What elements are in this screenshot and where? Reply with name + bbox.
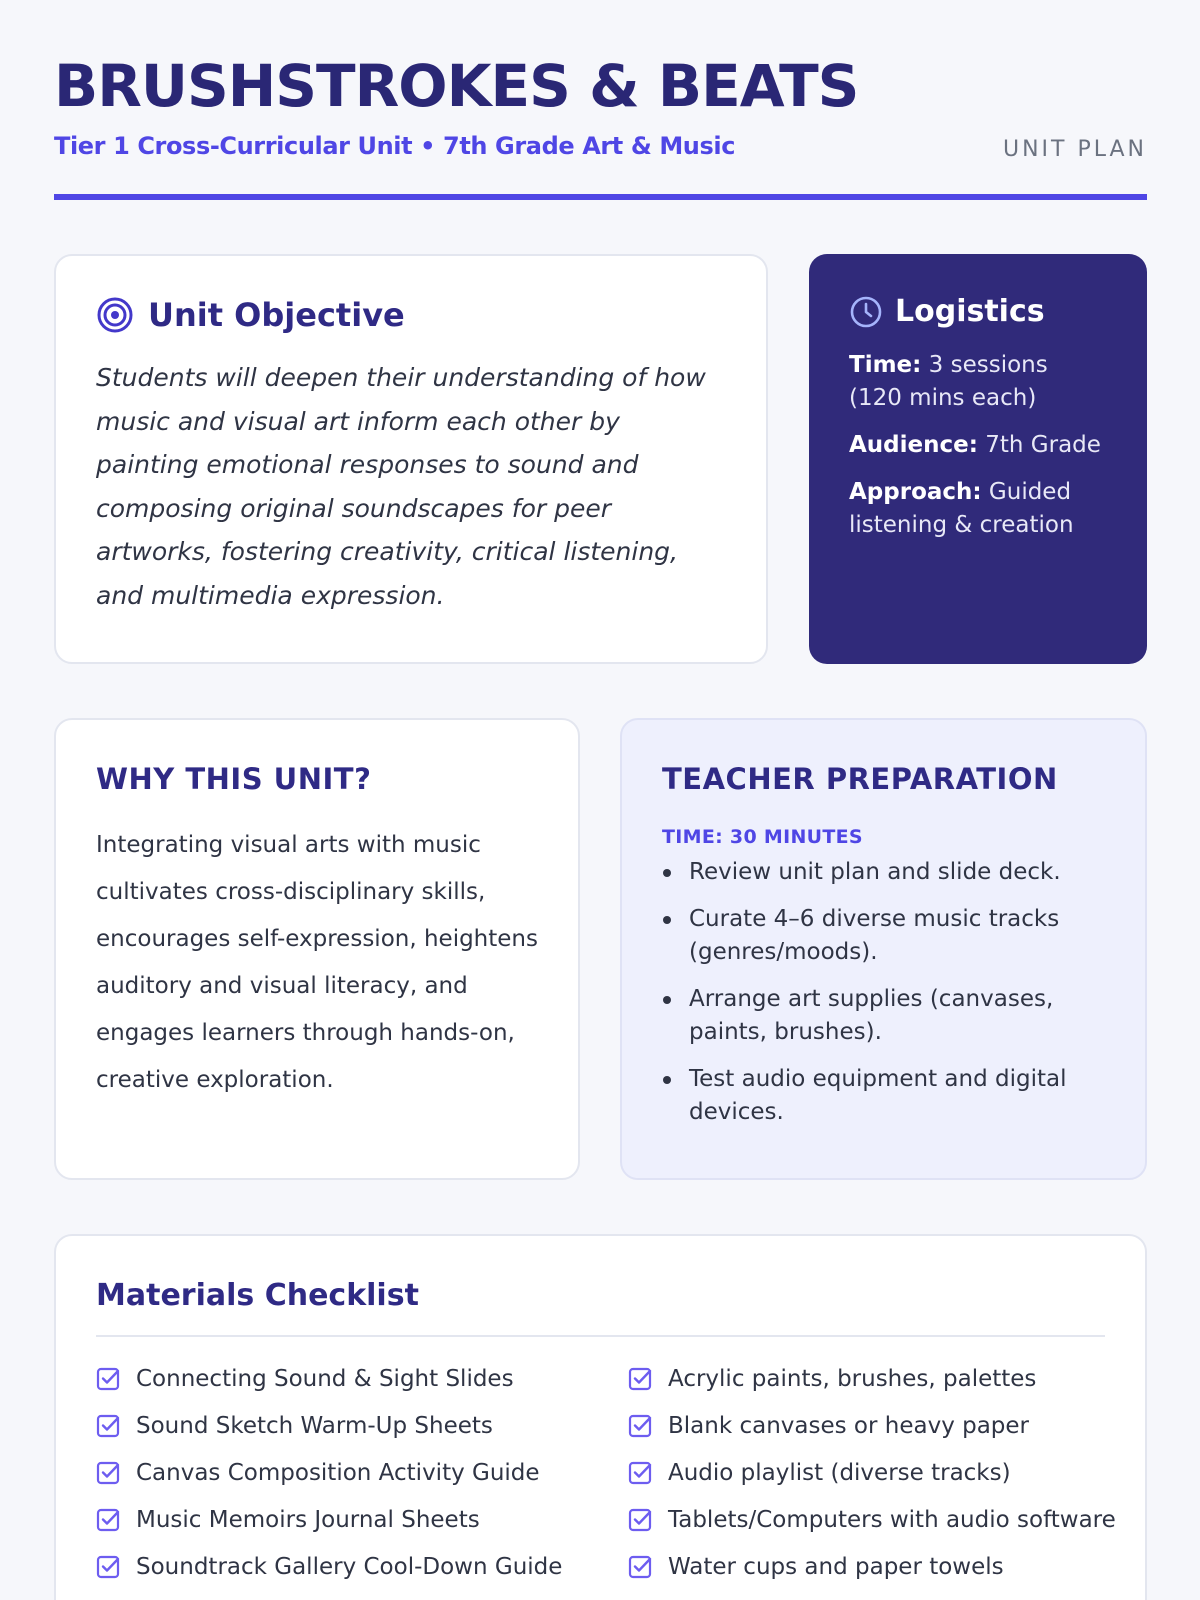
checklist-item-label: Sound Sketch Warm-Up Sheets	[136, 1412, 493, 1439]
logistics-card	[809, 254, 1147, 664]
checklist-item	[628, 1496, 1116, 1543]
materials-grid	[96, 1355, 1116, 1590]
teacher-preparation-time: TIME: 30 MINUTES	[662, 826, 863, 848]
document-type-label: UNIT PLAN	[1002, 137, 1147, 162]
checklist-item	[628, 1449, 1108, 1496]
logistics-heading	[849, 294, 1107, 329]
materials-checklist-heading: Materials Checklist	[96, 1278, 419, 1313]
checklist-item	[628, 1543, 1108, 1590]
unit-objective-text: Students will deepen their understanding of how music and visual art inform each other by painting emotional responses to sound and composing original soundscapes for peer artworks, fostering creativity, critical listening, and multimedia expression.	[96, 363, 706, 610]
checklist-item-label: Soundtrack Gallery Cool-Down Guide	[136, 1553, 563, 1580]
checklist-item	[628, 1402, 1108, 1449]
checklist-item-label: Connecting Sound & Sight Slides	[136, 1365, 514, 1392]
unit-objective-heading	[96, 296, 726, 334]
materials-divider	[96, 1335, 1105, 1337]
logistics-approach-value: Guided listening & creation	[849, 479, 1074, 538]
clock-icon	[849, 295, 883, 329]
checkbox-icon	[96, 1413, 122, 1439]
checklist-item	[96, 1355, 628, 1402]
list-item: Curate 4–6 diverse music tracks (genres/moods).	[662, 903, 1105, 969]
checkbox-icon	[96, 1554, 122, 1580]
checkbox-icon	[96, 1507, 122, 1533]
checklist-item-label: Blank canvases or heavy paper	[668, 1412, 1030, 1439]
checklist-item-label: Audio playlist (diverse tracks)	[668, 1459, 1011, 1486]
checklist-item-label: Acrylic paints, brushes, palettes	[668, 1365, 1037, 1392]
why-this-unit-heading: WHY THIS UNIT?	[96, 762, 372, 796]
checklist-item	[628, 1355, 1108, 1402]
checklist-item	[96, 1496, 628, 1543]
checkbox-icon	[628, 1366, 654, 1392]
checklist-item	[96, 1449, 628, 1496]
page-subtitle: Tier 1 Cross-Curricular Unit • 7th Grade Art & Music	[54, 132, 736, 160]
page-title: BRUSHSTROKES & BEATS	[54, 52, 859, 120]
checklist-item	[96, 1402, 628, 1449]
why-this-unit-text: Integrating visual arts with music cultivates cross-disciplinary skills, encourages self-expression, heightens auditory and visual literacy, and engages learners through hands-on, creative exploration.	[96, 832, 538, 1093]
checklist-item-label: Tablets/Computers with audio software	[668, 1506, 1116, 1533]
logistics-time-value: 3 sessions (120 mins each)	[849, 352, 1048, 411]
page-header	[54, 0, 1147, 200]
checkbox-icon	[628, 1460, 654, 1486]
list-item: Arrange art supplies (canvases, paints, brushes).	[662, 983, 1105, 1049]
logistics-audience	[849, 429, 1107, 462]
logistics-approach	[849, 476, 1107, 542]
unit-objective-card	[54, 254, 768, 664]
logistics-title: Logistics	[895, 294, 1045, 329]
logistics-approach-label: Approach:	[849, 479, 982, 505]
checkbox-icon	[96, 1460, 122, 1486]
teacher-preparation-heading: TEACHER PREPARATION	[662, 762, 1058, 796]
checklist-item-label: Canvas Composition Activity Guide	[136, 1459, 540, 1486]
why-this-unit-card	[54, 718, 580, 1180]
logistics-time-label: Time:	[849, 352, 922, 378]
logistics-time	[849, 349, 1107, 415]
teacher-preparation-list	[662, 856, 1105, 1129]
target-icon	[96, 296, 134, 334]
logistics-audience-label: Audience:	[849, 432, 978, 458]
unit-plan-page	[54, 0, 1147, 1580]
list-item: Review unit plan and slide deck.	[662, 856, 1105, 889]
checkbox-icon	[628, 1507, 654, 1533]
checkbox-icon	[628, 1554, 654, 1580]
list-item: Test audio equipment and digital devices.	[662, 1063, 1105, 1129]
teacher-preparation-card	[620, 718, 1147, 1180]
unit-objective-title: Unit Objective	[148, 296, 405, 334]
checkbox-icon	[96, 1366, 122, 1392]
checklist-item	[96, 1543, 628, 1590]
header-divider	[54, 194, 1147, 200]
checkbox-icon	[628, 1413, 654, 1439]
logistics-audience-value: 7th Grade	[985, 432, 1101, 458]
materials-checklist-card	[54, 1234, 1147, 1600]
checklist-item-label: Water cups and paper towels	[668, 1553, 1004, 1580]
checklist-item-label: Music Memoirs Journal Sheets	[136, 1506, 480, 1533]
